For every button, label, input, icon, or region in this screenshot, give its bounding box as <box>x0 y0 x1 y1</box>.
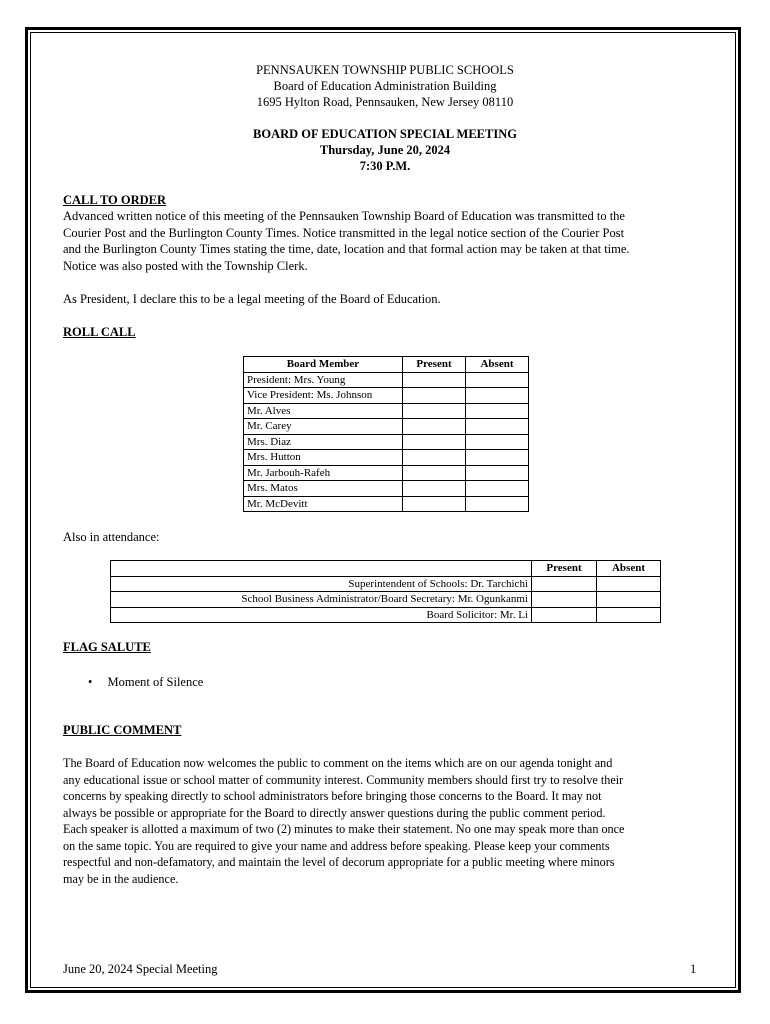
footer-meeting-label: June 20, 2024 Special Meeting <box>63 962 218 976</box>
table-row <box>244 465 529 481</box>
absent-cell <box>597 607 661 623</box>
column-header: Absent <box>466 357 529 373</box>
comment-line: concerns by speaking directly to school administrators before bringing those concerns to the Board. It may not <box>63 789 602 803</box>
absent-cell <box>466 496 529 512</box>
table-row <box>244 496 529 512</box>
absent-cell <box>466 419 529 435</box>
notice-line: and the Burlington County Times stating the time, date, location and that formal action may be taken at that time. <box>63 242 630 256</box>
absent-cell <box>466 434 529 450</box>
public-comment-heading: PUBLIC COMMENT <box>63 723 182 737</box>
table-row <box>244 450 529 466</box>
district-address: 1695 Hylton Road, Pennsauken, New Jersey 08110 <box>256 95 514 109</box>
absent-cell <box>466 403 529 419</box>
comment-line: always be possible or appropriate for the Board to directly answer questions during the public comment period. <box>63 805 606 820</box>
table-header-row <box>244 357 529 373</box>
column-header: Present <box>532 561 597 577</box>
legal-declaration: As President, I declare this to be a legal meeting of the Board of Education. <box>63 292 441 306</box>
member-name: Mr. Carey <box>244 419 403 435</box>
absent-cell <box>466 481 529 497</box>
member-name: Mrs. Diaz <box>244 434 403 450</box>
present-cell <box>403 388 466 404</box>
present-cell <box>532 576 597 592</box>
column-header: Absent <box>597 561 661 577</box>
table-row <box>244 434 529 450</box>
page-number: 1 <box>690 962 697 976</box>
present-cell <box>403 465 466 481</box>
roll-call-table <box>243 356 529 512</box>
absent-cell <box>466 450 529 466</box>
table-row <box>244 372 529 388</box>
comment-line: respectful and non-defamatory, and maintain the level of decorum appropriate for a public meeting where minors <box>63 855 615 869</box>
member-name: Mrs. Hutton <box>244 450 403 466</box>
member-name: Mr. Alves <box>244 403 403 419</box>
district-name: PENNSAUKEN TOWNSHIP PUBLIC SCHOOLS <box>256 63 514 77</box>
public-comment-paragraph <box>63 755 691 887</box>
member-name: President: Mrs. Young <box>244 372 403 388</box>
notice-paragraph <box>63 208 691 274</box>
table-row <box>111 576 661 592</box>
table-row <box>244 388 529 404</box>
comment-line: Each speaker is allotted a maximum of two (2) minutes to make their statement. No one may speak more than once <box>63 822 625 836</box>
member-name: Mr. McDevitt <box>244 496 403 512</box>
bullet-icon: • <box>88 675 93 689</box>
column-header <box>111 561 532 577</box>
table-row <box>111 607 661 623</box>
comment-line: may be in the audience. <box>63 871 179 886</box>
present-cell <box>403 434 466 450</box>
table-row <box>111 592 661 608</box>
present-cell <box>403 496 466 512</box>
comment-line: on the same topic. You are required to give your name and address before speaking. Please keep your comments <box>63 838 610 853</box>
present-cell <box>403 450 466 466</box>
present-cell <box>403 403 466 419</box>
official-name: Superintendent of Schools: Dr. Tarchichi <box>111 576 532 592</box>
table-row <box>244 481 529 497</box>
member-name: Mrs. Matos <box>244 481 403 497</box>
member-name: Mr. Jarbouh-Rafeh <box>244 465 403 481</box>
present-cell <box>532 607 597 623</box>
present-cell <box>532 592 597 608</box>
call-to-order-heading: CALL TO ORDER <box>63 193 167 207</box>
official-name: School Business Administrator/Board Secretary: Mr. Ogunkanmi <box>111 592 532 608</box>
notice-line: Notice was also posted with the Township Clerk. <box>63 258 308 273</box>
comment-line: The Board of Education now welcomes the public to comment on the items which are on our agenda tonight and <box>63 756 613 770</box>
attendance-label: Also in attendance: <box>63 530 160 544</box>
roll-call-heading: ROLL CALL <box>63 325 136 339</box>
column-header: Present <box>403 357 466 373</box>
absent-cell <box>466 388 529 404</box>
table-row <box>244 419 529 435</box>
absent-cell <box>597 592 661 608</box>
notice-line: Courier Post and the Burlington County Times. Notice transmitted in the legal notice section of the Courier Post <box>63 225 625 240</box>
flag-salute-heading: FLAG SALUTE <box>63 640 151 654</box>
column-header: Board Member <box>244 357 403 373</box>
attendance-table <box>110 560 661 623</box>
absent-cell <box>466 465 529 481</box>
table-header-row <box>111 561 661 577</box>
meeting-time: 7:30 P.M. <box>359 159 411 173</box>
absent-cell <box>597 576 661 592</box>
notice-line: Advanced written notice of this meeting of the Pennsauken Township Board of Education was transmitted to the <box>63 209 625 223</box>
meeting-date: Thursday, June 20, 2024 <box>319 143 451 157</box>
present-cell <box>403 481 466 497</box>
official-name: Board Solicitor: Mr. Li <box>111 607 532 623</box>
meeting-title: BOARD OF EDUCATION SPECIAL MEETING <box>253 127 517 141</box>
comment-line: any educational issue or school matter of community interest. Community members should first try to resolve their <box>63 772 624 787</box>
building-name: Board of Education Administration Building <box>273 79 497 93</box>
absent-cell <box>466 372 529 388</box>
list-item <box>88 675 203 690</box>
table-row <box>244 403 529 419</box>
member-name: Vice President: Ms. Johnson <box>244 388 403 404</box>
present-cell <box>403 372 466 388</box>
present-cell <box>403 419 466 435</box>
list-item-label: Moment of Silence <box>107 675 204 689</box>
